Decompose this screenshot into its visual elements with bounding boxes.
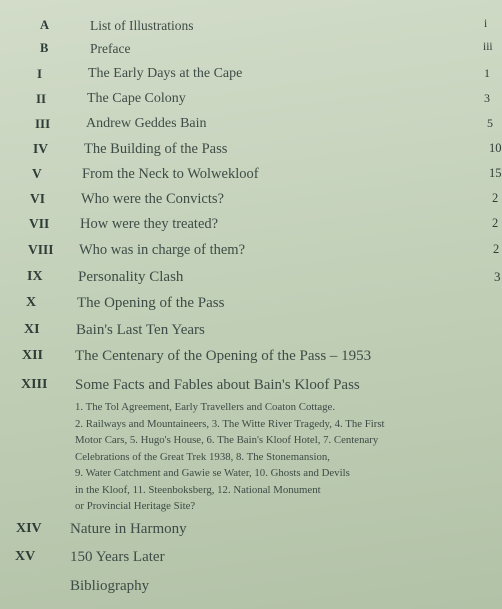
page-number: iii [483, 41, 493, 53]
toc-entry [0, 521, 500, 545]
chapter-number: IX [27, 269, 43, 284]
chapter-title: Preface [90, 41, 131, 56]
page-number: i [484, 18, 488, 30]
chapter-title: The Opening of the Pass [77, 295, 225, 311]
toc-entry [0, 66, 500, 90]
chapter-number: I [37, 66, 43, 81]
toc-entry [0, 549, 500, 573]
chapter-title: Bibliography [70, 578, 150, 594]
chapter-title: The Centenary of the Opening of the Pass – 1953 [75, 348, 372, 364]
subsection-line: Celebrations of the Great Trek 1938, 8. The Stonemansion, [75, 450, 330, 463]
chapter-title: The Building of the Pass [84, 141, 228, 157]
chapter-title: Who was in charge of them? [79, 242, 246, 258]
chapter-title: Personality Clash [78, 269, 184, 285]
chapter-number: VIII [28, 242, 54, 257]
chapter-number: X [26, 295, 37, 310]
subsection-line: 1. The Tol Agreement, Early Travellers and Coaton Cottage. [75, 401, 336, 413]
chapter-title: Who were the Convicts? [81, 191, 224, 207]
chapter-title: The Early Days at the Cape [88, 66, 243, 81]
chapter-title: The Cape Colony [87, 91, 186, 106]
page-number: 3 [484, 91, 490, 105]
toc-entry [0, 191, 500, 215]
subsection-line: Motor Cars, 5. Hugo's House, 6. The Bain's Kloof Hotel, 7. Centenary [75, 434, 379, 446]
chapter-title: 150 Years Later [70, 549, 165, 565]
chapter-number: VII [29, 216, 50, 231]
subsection-line: in the Kloof, 11. Steenboksberg, 12. National Monument [75, 483, 321, 496]
toc-entry [0, 141, 500, 165]
page-number: 10 [489, 141, 502, 155]
toc-entry [0, 348, 500, 372]
page-number: 2 [493, 242, 500, 256]
toc-entry [0, 295, 500, 319]
chapter-title: Some Facts and Fables about Bain's Kloof Pass [75, 377, 360, 393]
chapter-title: Bain's Last Ten Years [76, 322, 205, 338]
chapter-number: B [40, 41, 49, 55]
chapter-number: VI [30, 191, 46, 206]
toc-entry [0, 269, 500, 293]
toc-entry [0, 216, 500, 240]
toc-entry [0, 578, 500, 602]
toc-entry [0, 116, 500, 140]
page-number: 1 [484, 66, 490, 80]
chapter-number: XV [15, 549, 36, 564]
page-number: 15 [489, 166, 502, 180]
chapter-title: Nature in Harmony [70, 521, 187, 537]
chapter-number: II [36, 91, 47, 106]
toc-entry [0, 322, 500, 346]
toc-entry [0, 377, 500, 401]
chapter-number: III [35, 116, 51, 131]
chapter-number: XIII [21, 377, 48, 392]
chapter-title: From the Neck to Wolwekloof [82, 166, 259, 182]
chapter-number: XI [24, 322, 40, 337]
toc-entry [0, 166, 500, 190]
chapter-number: IV [33, 141, 49, 156]
page-number: 3 [494, 269, 501, 284]
toc-entry [0, 41, 500, 65]
chapter-number: V [32, 166, 42, 181]
toc-entry [0, 91, 500, 115]
page-number: 2 [492, 191, 499, 205]
chapter-number: A [40, 18, 50, 32]
chapter-title: List of Illustrations [90, 18, 194, 33]
toc-entry [0, 18, 500, 42]
chapter-number: XII [22, 348, 44, 363]
page-number: 2 [492, 216, 499, 230]
subsection-line: 2. Railways and Mountaineers, 3. The Witte River Tragedy, 4. The First [75, 417, 385, 430]
chapter-title: How were they treated? [80, 216, 219, 232]
chapter-title: Andrew Geddes Bain [86, 116, 207, 131]
chapter-number: XIV [16, 521, 42, 536]
toc-entry [0, 242, 500, 266]
subsection-line: or Provincial Heritage Site? [75, 500, 196, 512]
subsection-line: 9. Water Catchment and Gawie se Water, 10. Ghosts and Devils [75, 467, 350, 479]
page-number: 5 [487, 116, 493, 130]
